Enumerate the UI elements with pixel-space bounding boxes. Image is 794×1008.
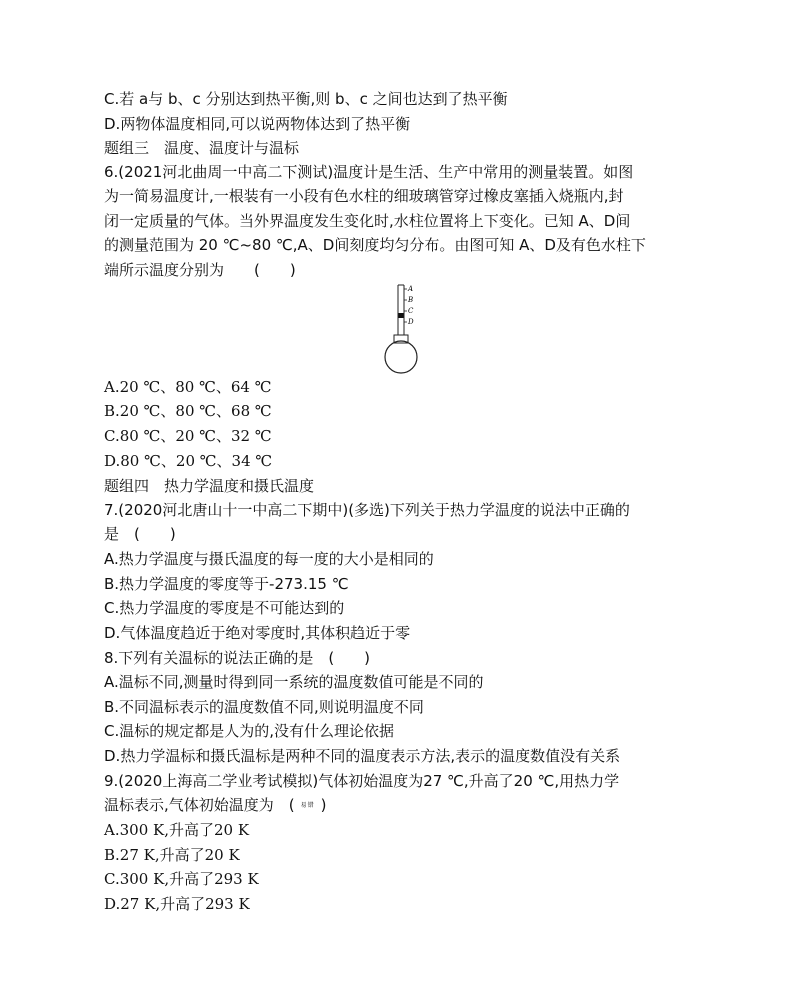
option-6d: D.80 ℃、20 ℃、34 ℃	[104, 452, 273, 470]
label-c: C	[408, 307, 414, 315]
option-7d: D.气体温度趋近于绝对零度时,其体积趋近于零	[104, 624, 411, 642]
option-6c: C.80 ℃、20 ℃、32 ℃	[104, 427, 272, 445]
option-7a: A.热力学温度与摄氏温度的每一度的大小是相同的	[104, 550, 434, 568]
option-7b: B.热力学温度的零度等于-273.15 ℃	[104, 575, 349, 593]
section-heading-3: 题组三 温度、温度计与温标	[104, 139, 300, 157]
option-6b: B.20 ℃、80 ℃、68 ℃	[104, 402, 272, 420]
question-9-line-2: 温标表示,气体初始温度为 ( 易错 )	[104, 796, 327, 814]
question-6-line-3: 闭一定质量的气体。当外界温度发生变化时,水柱位置将上下变化。已知 A、D间	[104, 212, 631, 230]
question-6-line-5: 端所示温度分别为 ( )	[104, 261, 296, 279]
label-d: D	[408, 318, 414, 326]
option-8d: D.热力学温标和摄氏温标是两种不同的温度表示方法,表示的温度数值没有关系	[104, 747, 621, 765]
question-7-line-2: 是 ( )	[104, 525, 176, 543]
option-7c: C.热力学温度的零度是不可能达到的	[104, 599, 345, 617]
section-heading-4: 题组四 热力学温度和摄氏温度	[104, 477, 315, 495]
option-9b: B.27 K,升高了20 K	[104, 846, 240, 864]
question-6-line-2: 为一简易温度计,一根装有一小段有色水柱的细玻璃管穿过橡皮塞插入烧瓶内,封	[104, 187, 624, 205]
question-7-line-1: 7.(2020河北唐山十一中高二下期中)(多选)下列关于热力学温度的说法中正确的	[104, 501, 630, 519]
option-5d: D.两物体温度相同,可以说两物体达到了热平衡	[104, 115, 411, 133]
question-8: 8.下列有关温标的说法正确的是 ( )	[104, 649, 371, 667]
error-prone-tag: 易错	[300, 801, 315, 809]
option-8b: B.不同温标表示的温度数值不同,则说明温度不同	[104, 698, 424, 716]
flask	[385, 341, 417, 373]
label-a: A	[408, 285, 414, 293]
question-6-line-1: 6.(2021河北曲周一中高二下测试)温度计是生活、生产中常用的测量装置。如图	[104, 163, 634, 181]
option-8c: C.温标的规定都是人为的,没有什么理论依据	[104, 722, 395, 740]
question-9-line-1: 9.(2020上海高二学业考试模拟)气体初始温度为27 ℃,升高了20 ℃,用热力学	[104, 772, 620, 790]
option-8a: A.温标不同,测量时得到同一系统的温度数值可能是不同的	[104, 673, 484, 691]
option-9c: C.300 K,升高了293 K	[104, 870, 259, 888]
option-9d: D.27 K,升高了293 K	[104, 895, 250, 913]
option-9a: A.300 K,升高了20 K	[104, 821, 250, 839]
option-6a: A.20 ℃、80 ℃、64 ℃	[104, 378, 272, 396]
thermometer-figure	[372, 283, 432, 375]
option-5c: C.若 a与 b、c 分别达到热平衡,则 b、c 之间也达到了热平衡	[104, 90, 508, 108]
water-column	[399, 313, 404, 318]
question-6-line-4: 的测量范围为 20 ℃~80 ℃,A、D间刻度均匀分布。由图可知 A、D及有色水柱下	[104, 236, 646, 254]
label-b: B	[408, 296, 414, 304]
